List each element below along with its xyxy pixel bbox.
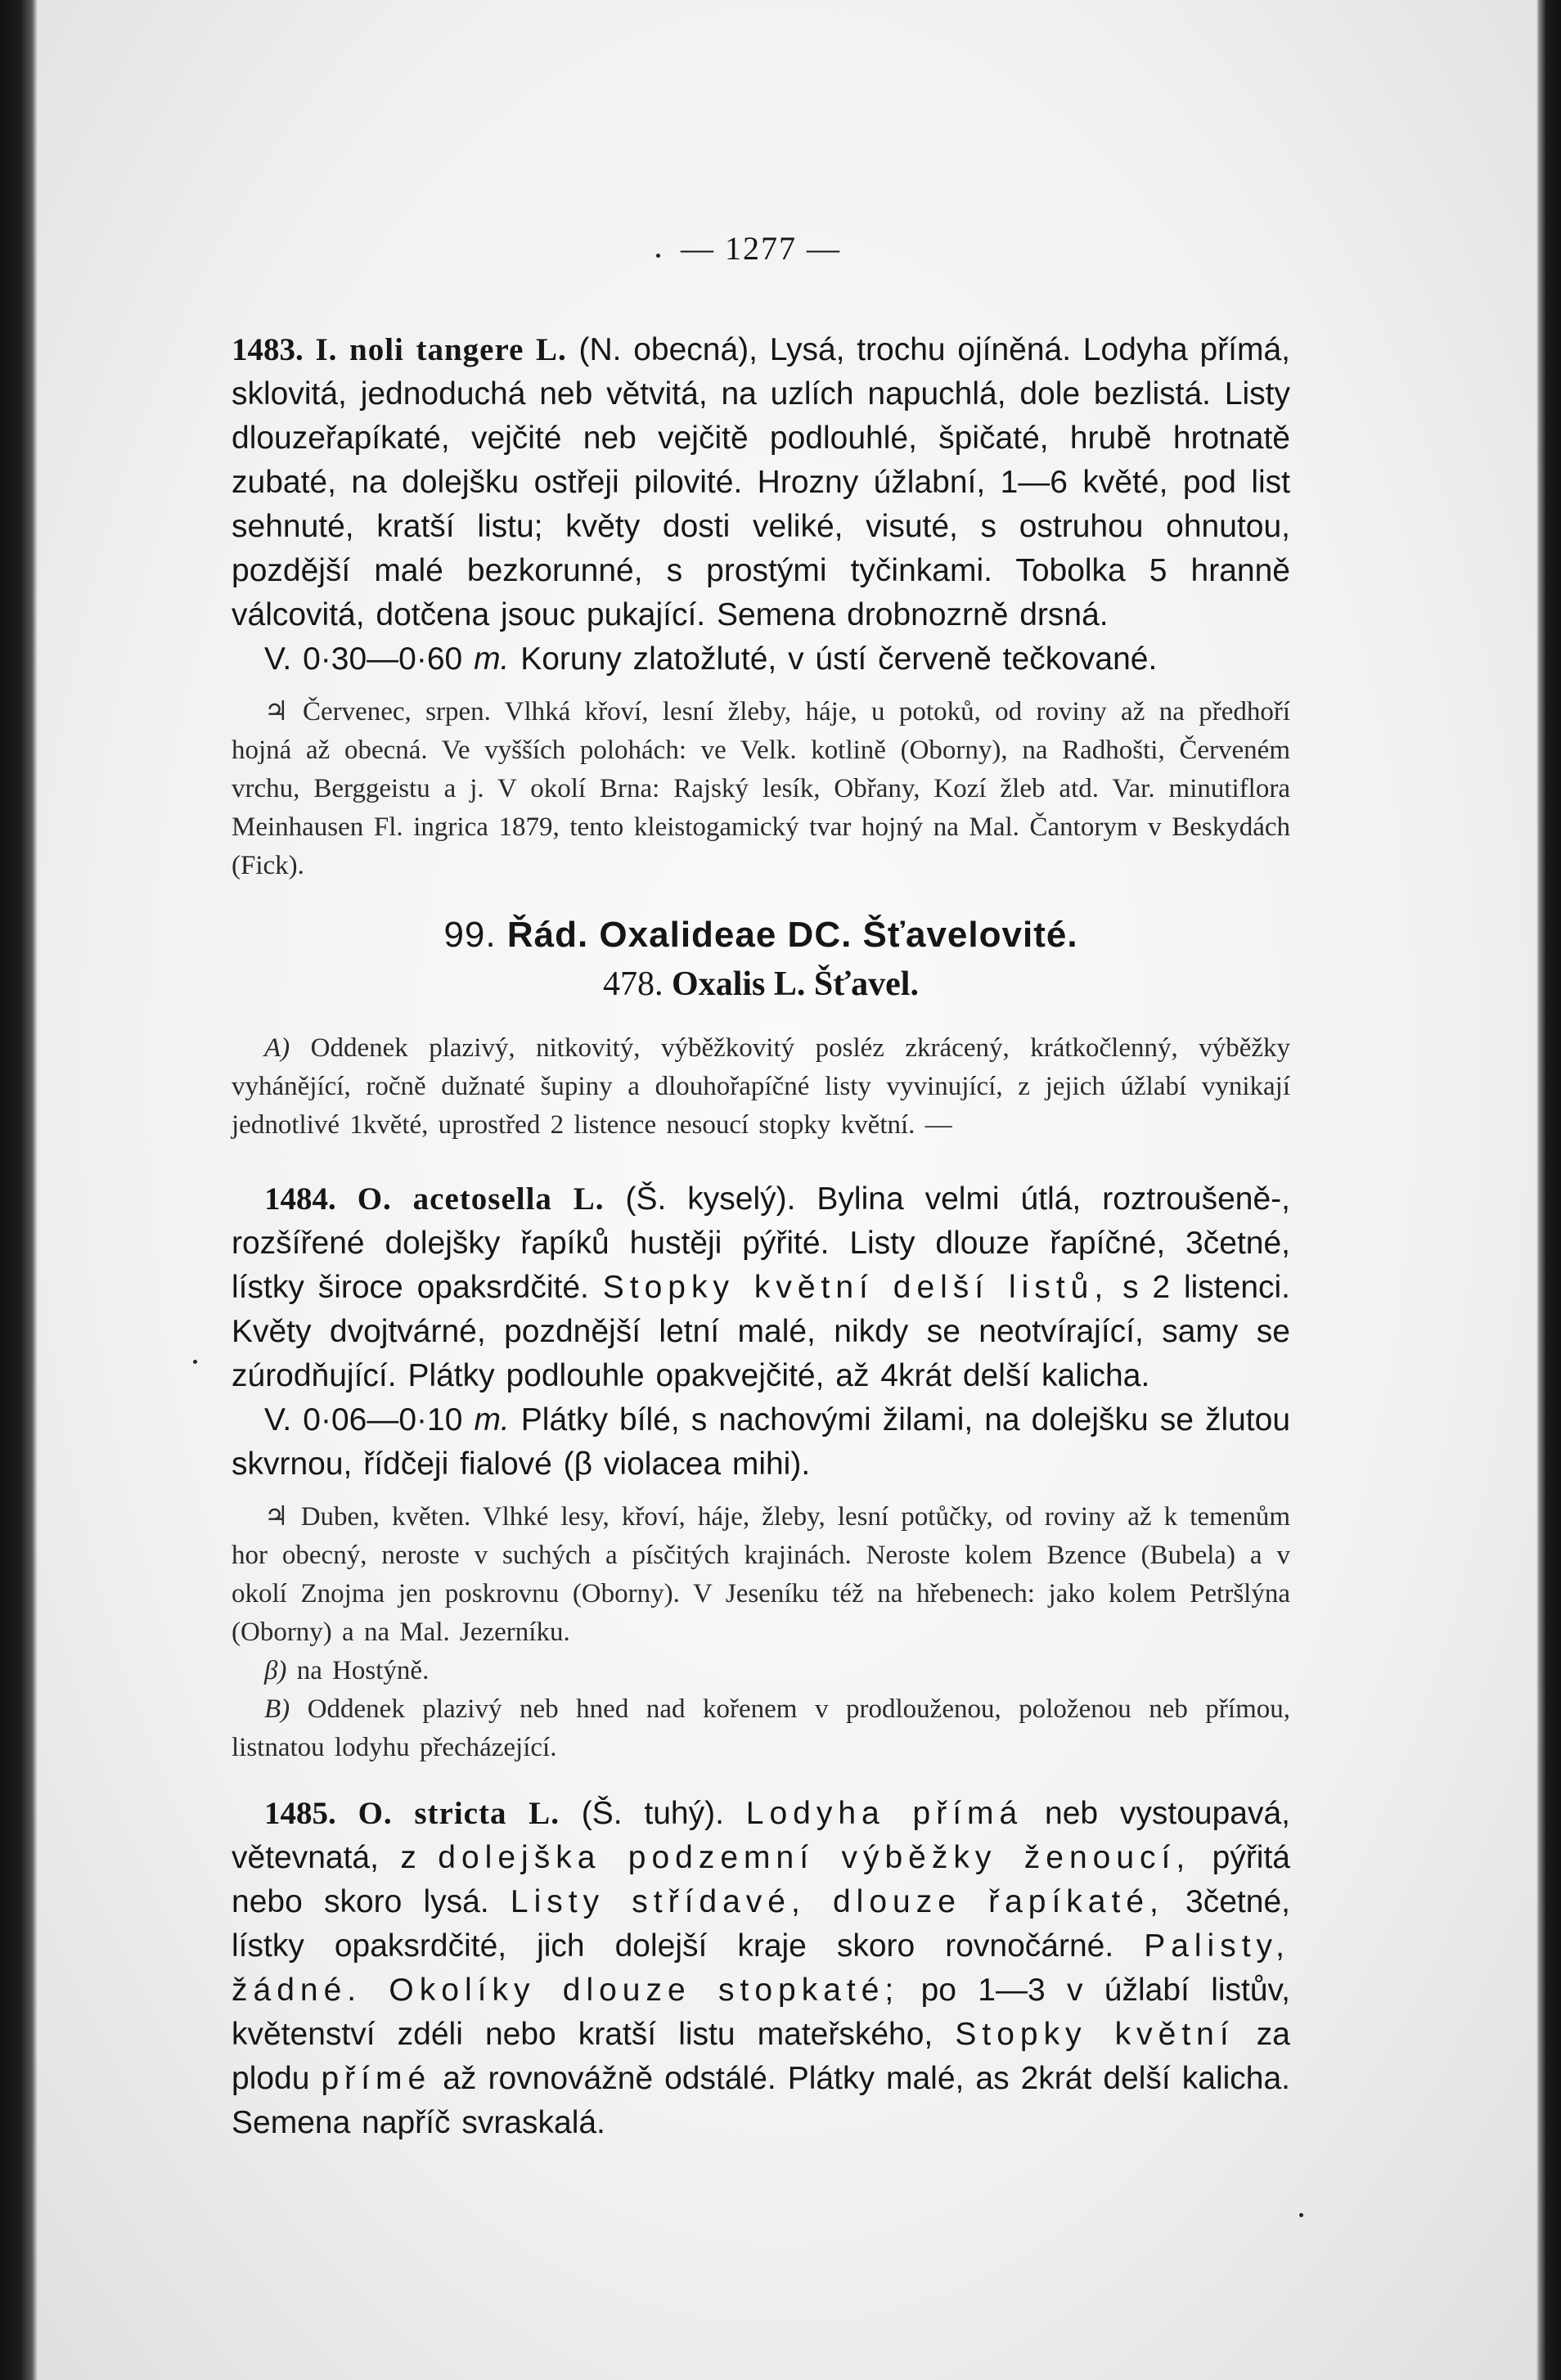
entry-1483-height xyxy=(232,637,1290,682)
spaced-emphasis: Listy střídavé, dlouze řapíkaté, xyxy=(510,1884,1164,1919)
order-number: 99. xyxy=(443,915,497,955)
scan-edge-left xyxy=(0,0,38,2380)
section-a xyxy=(232,1029,1290,1145)
page-number: — 1277 — xyxy=(681,230,841,267)
entry-1483-description xyxy=(232,328,1290,637)
entry-1483-habitat: ♃ Červenec, srpen. Vlhká křoví, lesní žleby, háje, u potoků, od roviny až na předhoří hojná až obecná. Ve vyšších polohách: ve Velk. kotlině (Oborny), na Radhošti, Červeném vrchu, Berggeistu a j. V okolí Brna: Rajský lesík, Obřany, Kozí žleb atd. Var. minutiflora Meinhausen Fl. ingrica 1879, tento kleistogamický tvar hojný na Mal. Čantorym v Beskydách (Fick). xyxy=(232,697,1290,880)
spaced-emphasis: dolejška podzemní výběžky ženoucí, xyxy=(438,1840,1191,1875)
page-content xyxy=(232,229,1290,2145)
entry-1485-description xyxy=(232,1792,1290,2145)
species-name: O. stricta L. xyxy=(358,1796,560,1831)
height-range: V. 0·06—0·10 xyxy=(264,1402,463,1437)
section-text: Oddenek plazivý neb hned nad kořenem v prodlouženou, položenou neb přímou, listnatou lodyhu přecházející. xyxy=(232,1694,1290,1762)
section-label: B) xyxy=(264,1694,290,1724)
spaced-emphasis: Palisty, žádné. Okolíky dlouze stopkaté; xyxy=(232,1928,1290,2008)
height-unit: m. xyxy=(474,641,510,677)
description-text: s 2 listenci. Květy dvojtvárné, pozdnější letní malé, nikdy se neotvírající, samy se zúrodňující. Plátky podlouhle opakvejčité, až 4krát delší kalicha. xyxy=(232,1270,1291,1393)
description-text: neb vystoupavá, větevnatá, z xyxy=(232,1796,1291,1875)
species-name: O. acetosella L. xyxy=(357,1181,605,1217)
genus-name: Oxalis L. Šťavel. xyxy=(672,965,919,1003)
section-label: A) xyxy=(264,1033,290,1063)
spaced-emphasis: přímé xyxy=(321,2061,432,2096)
flower-color-text: Plátky bílé, s nachovými žilami, na dolejšku se žlutou skvrnou, řídčeji fialové (β violacea mihi). xyxy=(232,1402,1291,1482)
genus-heading xyxy=(232,961,1290,1008)
scan-speck xyxy=(1299,2213,1303,2217)
entry-1484-description xyxy=(232,1177,1290,1398)
spaced-emphasis: Lodyha přímá xyxy=(745,1796,1023,1831)
description-text: (N. obecná), Lysá, trochu ojíněná. Lodyha přímá, sklovitá, jednoduchá neb větvitá, na uzlích napuchlá, dole bezlistá. Listy dlouzeřapíkaté, vejčité neb vejčitě podlouhlé, špičaté, hrubě hrotnatě zubaté, na dolejšku ostřeji pilovité. Hrozny úžlabní, 1—6 květé, pod list sehnuté, kratší listu; květy dosti veliké, visuté, s ostruhou ohnutou, pozdější malé bezkorunné, s prostými tyčinkami. Tobolka 5 hranně válcovitá, dotčena jsouc pukající. Semena drobnozrně drsná. xyxy=(232,332,1290,632)
section-b xyxy=(232,1690,1290,1767)
entry-1484-habitat: ♃ Duben, květen. Vlhké lesy, křoví, háje, žleby, lesní potůčky, od roviny až k temenům hor obecný, neroste v suchých a písčitých krajinách. Neroste kolem Bzence (Bubela) a v okolí Znojma jen poskrovnu (Oborny). V Jeseníku též na hřebenech: jako kolem Petršlýna (Oborny) a na Mal. Jezerníku. xyxy=(232,1502,1290,1647)
description-text: po 1—3 v úžlabí listův, květenství zdéli nebo kratší listu mateřského, xyxy=(232,1973,1290,2052)
species-name: I. noli tangere L. xyxy=(315,332,567,367)
scan-speck xyxy=(193,1360,197,1364)
height-range: V. 0·30—0·60 xyxy=(264,641,463,677)
flower-color-text: Koruny zlatožluté, v ústí červeně tečkované. xyxy=(520,641,1158,677)
scan-edge-right xyxy=(1536,0,1561,2380)
entry-number: 1484. xyxy=(264,1181,336,1217)
description-text: za plodu xyxy=(232,2017,1290,2096)
variety-text: na Hostýně. xyxy=(296,1656,430,1685)
spaced-emphasis: Stopky květní delší listů, xyxy=(602,1270,1109,1305)
entry-number: 1485. xyxy=(264,1796,336,1831)
description-text: 3četné, lístky opaksrdčité, jich dolejší kraje skoro rovnočárné. xyxy=(232,1884,1290,1964)
description-text: (Š. kyselý). Bylina velmi útlá, roztroušeně-, rozšířené dolejšky řapíků hustěji pýřité. Listy dlouze řapíčné, 3četné, lístky široce opaksrdčité. xyxy=(232,1181,1290,1305)
section-text: Oddenek plazivý, nitkovitý, výběžkovitý posléz zkrácený, krátkočlenný, výběžky vyhánějící, ročně dužnaté šupiny a dlouhořapíčné listy vyvinující, z jejich úžlabí vynikají jednotlivé 1květé, uprostřed 2 listence nesoucí stopky květní. — xyxy=(232,1033,1290,1140)
spaced-emphasis: Stopky květní xyxy=(955,2017,1235,2052)
entry-1484-variety-beta xyxy=(232,1652,1290,1690)
description-text: (Š. tuhý). xyxy=(581,1796,724,1831)
genus-number: 478. xyxy=(603,965,664,1003)
description-text: až rovnovážně odstálé. Plátky malé, as 2krát delší kalicha. Semena napříč svraskalá. xyxy=(232,2061,1290,2140)
entry-1484-height xyxy=(232,1398,1290,1487)
description-text: pýřitá nebo skoro lysá. xyxy=(232,1840,1290,1919)
order-heading xyxy=(232,910,1290,961)
order-title: Řád. Oxalideae DC. Šťavelovité. xyxy=(506,915,1078,955)
height-unit: m. xyxy=(474,1402,510,1437)
variety-label: β) xyxy=(264,1656,287,1685)
entry-number: 1483. xyxy=(232,332,304,367)
